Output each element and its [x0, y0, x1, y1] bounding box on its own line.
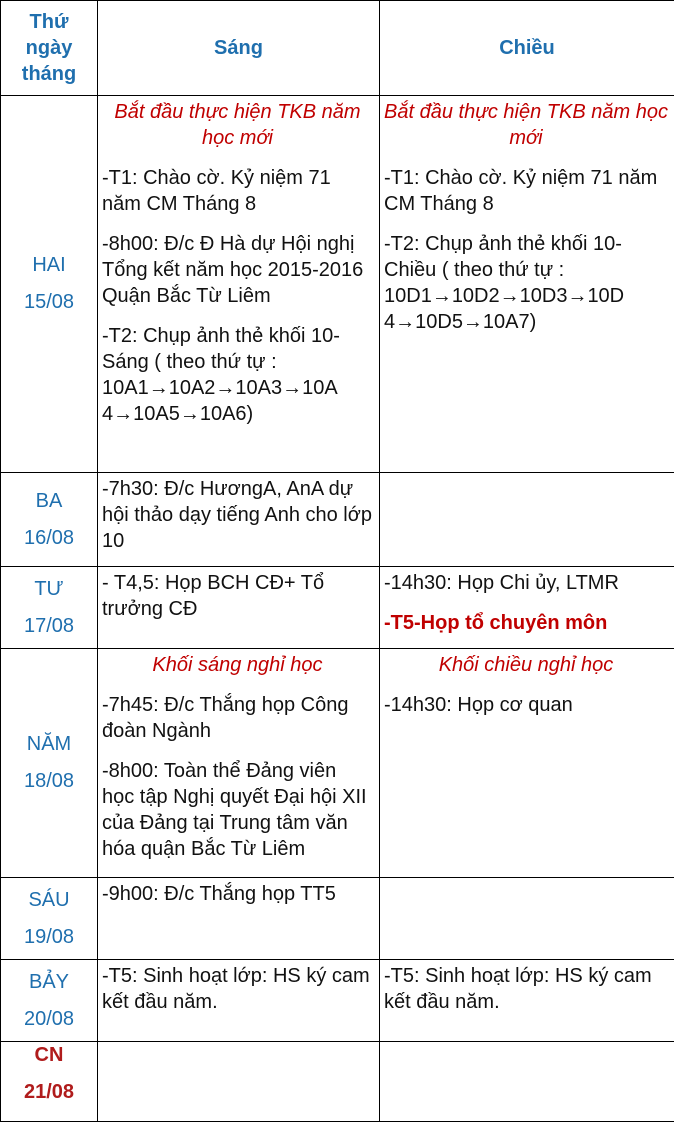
morning-title: Khối sáng nghỉ học	[152, 654, 323, 676]
day-date: 19/08	[23, 925, 75, 948]
table-row	[1, 1042, 674, 1122]
schedule-item: -14h30: Họp Chi ủy, LTMR	[384, 572, 619, 594]
header-morning: Sáng	[98, 1, 380, 96]
schedule-item-highlight: -T5-Họp tổ chuyên môn	[384, 612, 608, 634]
table-row	[1, 473, 674, 567]
day-name: HAI	[32, 254, 66, 276]
header-day-line-3: tháng	[21, 63, 77, 85]
table-row	[1, 960, 674, 1042]
day-date: 16/08	[23, 526, 75, 549]
header-day-line-1: Thứ	[29, 11, 69, 33]
day-cell	[1, 878, 98, 960]
morning-title: Bắt đầu thực hiện TKB năm học mới	[114, 101, 361, 149]
afternoon-cell	[380, 1042, 674, 1122]
table-row	[1, 96, 674, 473]
day-cell	[1, 1042, 98, 1122]
morning-cell	[98, 1042, 380, 1122]
day-name: BẢY	[28, 970, 70, 993]
table-row	[1, 567, 674, 649]
schedule-item: -7h45: Đ/c Thắng họp Công đoàn Ngành	[102, 694, 349, 742]
day-date: 21/08	[23, 1081, 75, 1103]
day-name: SÁU	[28, 888, 70, 911]
table-row	[1, 878, 674, 960]
afternoon-title: Bắt đầu thực hiện TKB năm học mới	[384, 101, 668, 149]
day-name: CN	[34, 1044, 64, 1066]
header-day-line-2: ngày	[25, 37, 73, 59]
header-day-date	[1, 1, 98, 96]
morning-cell	[98, 878, 380, 960]
day-name: NĂM	[26, 733, 72, 755]
header-afternoon: Chiều	[380, 1, 674, 96]
afternoon-cell	[380, 567, 674, 649]
day-date: 15/08	[23, 291, 75, 313]
schedule-item: -T1: Chào cờ. Kỷ niệm 71 năm CM Tháng 8	[102, 167, 331, 215]
schedule-item: -8h00: Toàn thể Đảng viên học tập Nghị quyết Đại hội XII của Đảng tại Trung tâm văn hóa quận Bắc Từ Liêm	[102, 760, 367, 860]
schedule-item: -8h00: Đ/c Đ Hà dự Hội nghị Tổng kết năm học 2015-2016 Quận Bắc Từ Liêm	[102, 233, 364, 307]
day-cell	[1, 96, 98, 473]
afternoon-cell	[380, 878, 674, 960]
afternoon-cell	[380, 960, 674, 1042]
day-name: BA	[35, 489, 63, 512]
schedule-item: -T5: Sinh hoạt lớp: HS ký cam kết đầu năm.	[384, 965, 652, 1013]
table-row	[1, 649, 674, 878]
morning-cell	[98, 473, 380, 567]
day-cell	[1, 567, 98, 649]
schedule-item: -T1: Chào cờ. Kỷ niệm 71 năm CM Tháng 8	[384, 167, 658, 215]
day-name: TƯ	[34, 577, 64, 600]
header-row	[1, 1, 674, 96]
schedule-item: -T5: Sinh hoạt lớp: HS ký cam kết đầu năm.	[102, 965, 370, 1013]
afternoon-title: Khối chiều nghỉ học	[438, 654, 614, 676]
afternoon-cell	[380, 649, 674, 878]
day-cell	[1, 473, 98, 567]
day-date: 18/08	[23, 770, 75, 792]
day-date: 17/08	[23, 614, 75, 637]
schedule-item: -14h30: Họp cơ quan	[384, 694, 573, 716]
schedule-item: -9h00: Đ/c Thắng họp TT5	[102, 883, 336, 905]
morning-cell	[98, 649, 380, 878]
day-cell	[1, 649, 98, 878]
morning-cell	[98, 567, 380, 649]
morning-cell	[98, 960, 380, 1042]
day-date: 20/08	[23, 1007, 75, 1030]
schedule-item: -7h30: Đ/c HươngA, AnA dự hội thảo dạy tiếng Anh cho lớp 10	[102, 478, 372, 552]
schedule-item: - T4,5: Họp BCH CĐ+ Tổ trưởng CĐ	[102, 572, 325, 620]
schedule-item: -T2: Chụp ảnh thẻ khối 10- Chiều ( theo thứ tự : 10D1→10D2→10D3→10D 4→10D5→10A7)	[384, 233, 625, 333]
afternoon-cell	[380, 473, 674, 567]
morning-cell	[98, 96, 380, 473]
day-cell	[1, 960, 98, 1042]
schedule-item: -T2: Chụp ảnh thẻ khối 10- Sáng ( theo thứ tự : 10A1→10A2→10A3→10A 4→10A5→10A6)	[102, 325, 340, 425]
afternoon-cell	[380, 96, 674, 473]
